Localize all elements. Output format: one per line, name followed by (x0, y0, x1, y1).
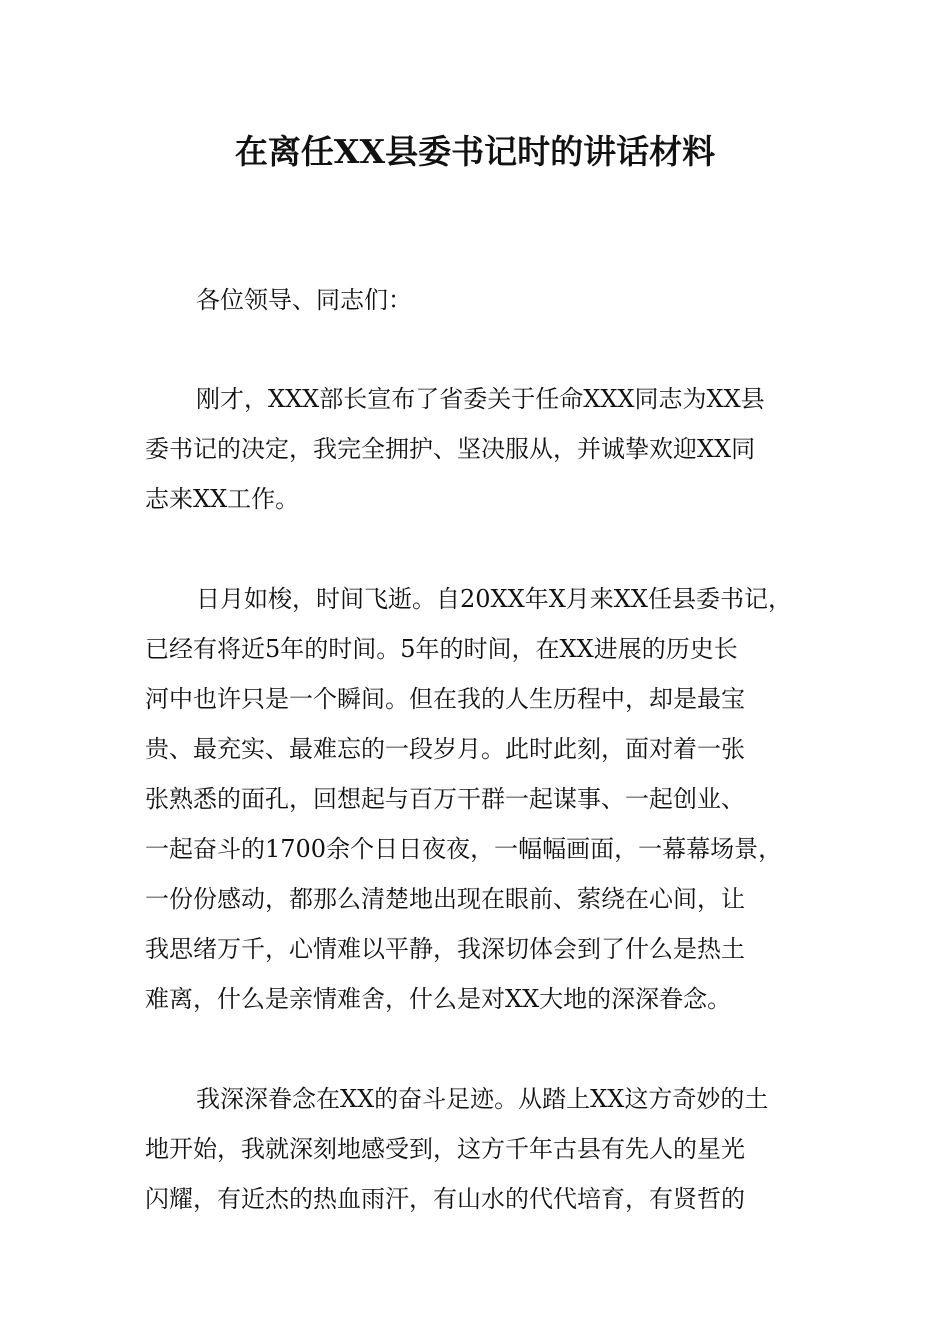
document-title: 在离任XX县委书记时的讲话材料 (234, 132, 716, 171)
salutation: 各位领导、同志们： (196, 286, 412, 314)
text-line: 委书记的决定，我完全拥护、坚决服从，并诚挚欢迎XX同 (145, 435, 756, 463)
text-line: 刚才，XXX部长宣布了省委关于任命XXX同志为XX县 (196, 385, 765, 413)
text-line: 难离，什么是亲情难舍，什么是对XX大地的深深眷念。 (145, 985, 732, 1013)
text-line: 日月如梭，时间飞逝。自20XX年X月来XX任县委书记， (196, 585, 792, 613)
text-line: 河中也许只是一个瞬间。但在我的人生历程中，却是最宝 (145, 685, 745, 713)
text-line: 闪耀，有近杰的热血雨汗，有山水的代代培育，有贤哲的 (145, 1185, 745, 1213)
text-line: 贵、最充实、最难忘的一段岁月。此时此刻，面对着一张 (145, 735, 745, 763)
text-line: 我深深眷念在XX的奋斗足迹。从踏上XX这方奇妙的土 (196, 1085, 769, 1113)
text-line: 志来XX工作。 (145, 485, 300, 513)
text-line: 我思绪万千，心情难以平静，我深切体会到了什么是热土 (145, 935, 745, 963)
text-line: 已经有将近5年的时间。5年的时间，在XX进展的历史长 (145, 635, 738, 663)
text-line: 地开始，我就深刻地感受到，这方千年古县有先人的星光 (145, 1135, 745, 1163)
text-line: 张熟悉的面孔，回想起与百万干群一起谋事、一起创业、 (145, 785, 745, 813)
text-line: 一起奋斗的1700余个日日夜夜，一幅幅画面，一幕幕场景， (145, 835, 783, 863)
text-line: 一份份感动，都那么清楚地出现在眼前、萦绕在心间，让 (145, 885, 745, 913)
